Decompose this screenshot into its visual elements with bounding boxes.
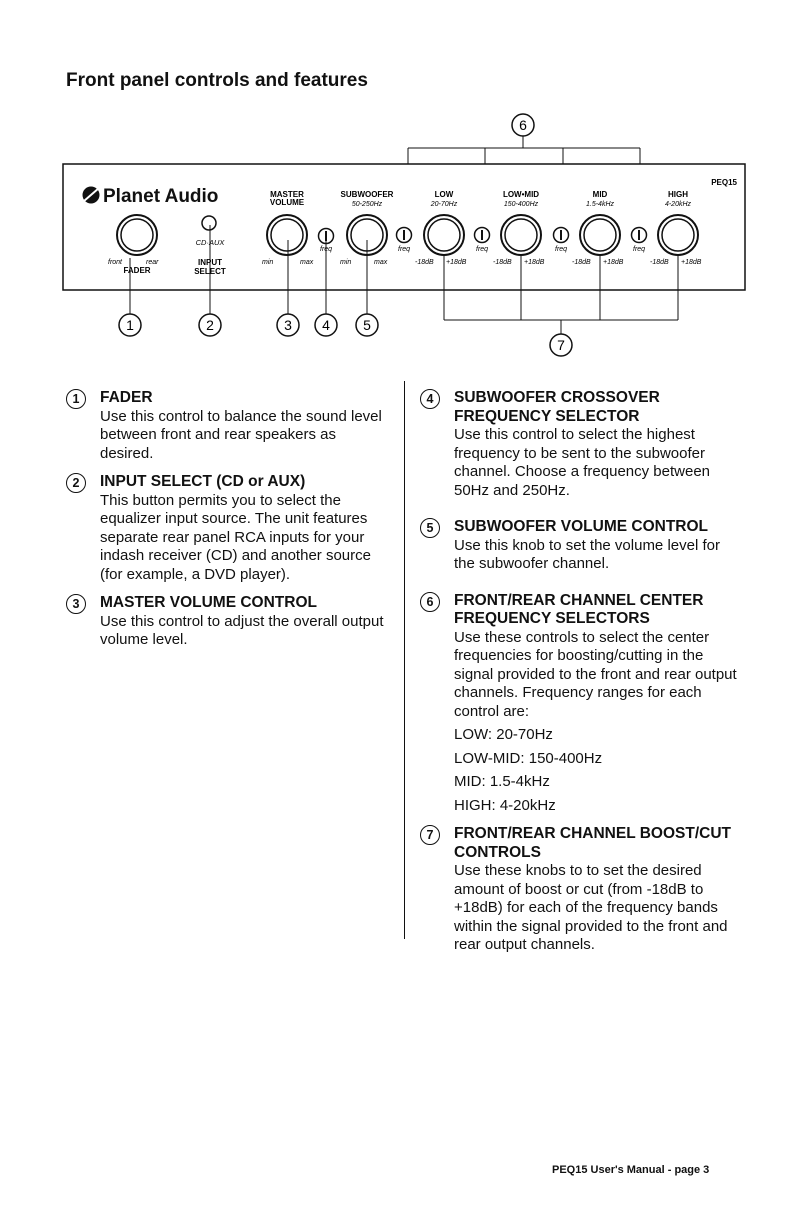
- subwoofer-label: SUBWOOFER: [340, 190, 394, 199]
- range-high: HIGH: 4-20kHz: [454, 796, 556, 814]
- svg-text:3: 3: [284, 317, 292, 333]
- svg-text:4-20kHz: 4-20kHz: [664, 201, 692, 208]
- mid-freq-selector[interactable]: [554, 228, 569, 243]
- svg-text:6: 6: [519, 117, 527, 133]
- low-mid-boost-knob[interactable]: [501, 215, 541, 255]
- master-label-line2: VOLUME: [269, 198, 305, 207]
- item-fader: [66, 389, 386, 463]
- panel-model-label: PEQ15: [711, 178, 737, 187]
- range-low: LOW: 20-70Hz: [454, 726, 553, 743]
- fader-knob[interactable]: [117, 215, 157, 255]
- input-select-button[interactable]: [202, 216, 216, 230]
- svg-text:1.5-4kHz: 1.5-4kHz: [585, 201, 615, 208]
- high-freq-selector[interactable]: [632, 228, 647, 243]
- item-subwoofer-crossover: [420, 389, 740, 500]
- left-column: [66, 389, 386, 650]
- range-mid: MID: 1.5-4kHz: [454, 773, 550, 790]
- right-column: [420, 389, 740, 955]
- callout-2: [199, 314, 221, 336]
- item-title: FRONT/REAR CHANNEL BOOST/CUT CONTROLS: [454, 825, 731, 861]
- svg-text:-18dB: -18dB: [415, 259, 434, 266]
- master-label-line1: MASTER: [270, 190, 304, 199]
- callout-5: [356, 314, 378, 336]
- item-number: 4: [420, 389, 440, 409]
- page-footer: PEQ15 User's Manual - page 3: [552, 1164, 710, 1176]
- master-max-label: max: [300, 259, 314, 266]
- svg-text:freq: freq: [555, 246, 568, 253]
- front-panel-diagram: [0, 0, 792, 370]
- svg-text:MID: MID: [592, 190, 608, 199]
- item-title: FADER: [100, 389, 153, 406]
- frequency-range-list: [454, 726, 740, 815]
- fader-rear-label: rear: [146, 259, 159, 266]
- svg-text:+18dB: +18dB: [681, 259, 702, 266]
- item-title: FRONT/REAR CHANNEL CENTER FREQUENCY SELECTORS: [454, 591, 704, 627]
- master-min-label: min: [262, 259, 274, 266]
- item-title: INPUT SELECT (CD or AUX): [100, 473, 306, 490]
- item-subwoofer-volume: [420, 518, 740, 574]
- item-title: SUBWOOFER VOLUME CONTROL: [454, 518, 709, 535]
- svg-text:7: 7: [557, 337, 565, 353]
- svg-text:LOW•MID: LOW•MID: [502, 190, 540, 199]
- item-title: MASTER VOLUME CONTROL: [100, 594, 317, 611]
- item-number: 3: [66, 594, 86, 614]
- item-number: 1: [66, 389, 86, 409]
- item-boost-cut: [420, 825, 740, 955]
- planet-audio-logo-icon: [83, 186, 219, 207]
- callout-3: [277, 314, 299, 336]
- svg-text:-18dB: -18dB: [572, 259, 591, 266]
- item-number: 6: [420, 592, 440, 612]
- item-body: Use this control to adjust the overall output volume level.: [100, 612, 384, 648]
- high-boost-knob[interactable]: [658, 215, 698, 255]
- subwoofer-min-label: min: [340, 259, 352, 266]
- svg-text:150-400Hz: 150-400Hz: [503, 201, 539, 208]
- svg-text:freq: freq: [398, 246, 411, 253]
- low-mid-freq-selector[interactable]: [475, 228, 490, 243]
- item-body: Use this control to balance the sound level between front and rear speakers as desired.: [100, 407, 382, 462]
- item-body: This button permits you to select the equalizer input source. The unit features separate rear panel RCA inputs for your indash receiver (CD) and another source (for example, a DVD player).: [100, 491, 371, 583]
- svg-text:-18dB: -18dB: [650, 259, 669, 266]
- svg-text:LOW: LOW: [434, 190, 454, 199]
- cd-aux-label: CD·AUX: [195, 238, 225, 247]
- low-boost-knob[interactable]: [424, 215, 464, 255]
- svg-text:HIGH: HIGH: [668, 190, 688, 199]
- item-number: 5: [420, 518, 440, 538]
- item-master-volume: [66, 594, 386, 650]
- item-number: 7: [420, 825, 440, 845]
- fader-panel-label: FADER: [123, 266, 151, 275]
- callout-6: [512, 114, 534, 136]
- item-title: SUBWOOFER CROSSOVER FREQUENCY SELECTOR: [454, 389, 660, 425]
- range-low-mid: LOW-MID: 150-400Hz: [454, 749, 603, 767]
- svg-text:2: 2: [206, 317, 214, 333]
- subwoofer-max-label: max: [374, 259, 388, 266]
- master-volume-knob[interactable]: [267, 215, 307, 255]
- mid-boost-knob[interactable]: [580, 215, 620, 255]
- subwoofer-freq-label: freq: [320, 246, 333, 253]
- item-body: Use these knobs to to set the desired amount of boost or cut (from -18dB to +18dB) for each of the frequency bands within the signal provided to the front and rear output channels.: [454, 862, 728, 953]
- svg-text:freq: freq: [476, 246, 489, 253]
- svg-text:4: 4: [322, 317, 330, 333]
- low-freq-selector[interactable]: [397, 228, 412, 243]
- item-input-select: [66, 473, 386, 584]
- item-number: 2: [66, 473, 86, 493]
- svg-text:5: 5: [363, 317, 371, 333]
- callout-7: [550, 334, 572, 356]
- item-center-frequency: [420, 592, 740, 816]
- item-body: Use these controls to select the center frequencies for boosting/cutting in the signal provided to the front and rear output channels. Frequency ranges for each control are:: [454, 628, 737, 720]
- svg-text:+18dB: +18dB: [524, 259, 545, 266]
- item-body: Use this control to select the highest frequency to be sent to the subwoofer channel. Choose a frequency between 50Hz and 250Hz.: [454, 426, 711, 499]
- fader-front-label: front: [108, 259, 123, 266]
- column-divider: [404, 381, 405, 939]
- item-body: Use this knob to set the volume level for the subwoofer channel.: [454, 536, 720, 572]
- svg-text:+18dB: +18dB: [603, 259, 624, 266]
- page-heading: Front panel controls and features: [66, 70, 368, 91]
- subwoofer-range: 50-250Hz: [351, 201, 383, 208]
- input-label-line2: SELECT: [194, 267, 226, 276]
- svg-text:+18dB: +18dB: [446, 259, 467, 266]
- svg-text:1: 1: [126, 317, 134, 333]
- callout-4: [315, 314, 337, 336]
- svg-text:Planet Audio: Planet Audio: [103, 186, 219, 207]
- callout-1: [119, 314, 141, 336]
- svg-text:freq: freq: [633, 246, 646, 253]
- svg-text:-18dB: -18dB: [493, 259, 512, 266]
- input-label-line1: INPUT: [198, 258, 222, 267]
- svg-text:20-70Hz: 20-70Hz: [430, 201, 458, 208]
